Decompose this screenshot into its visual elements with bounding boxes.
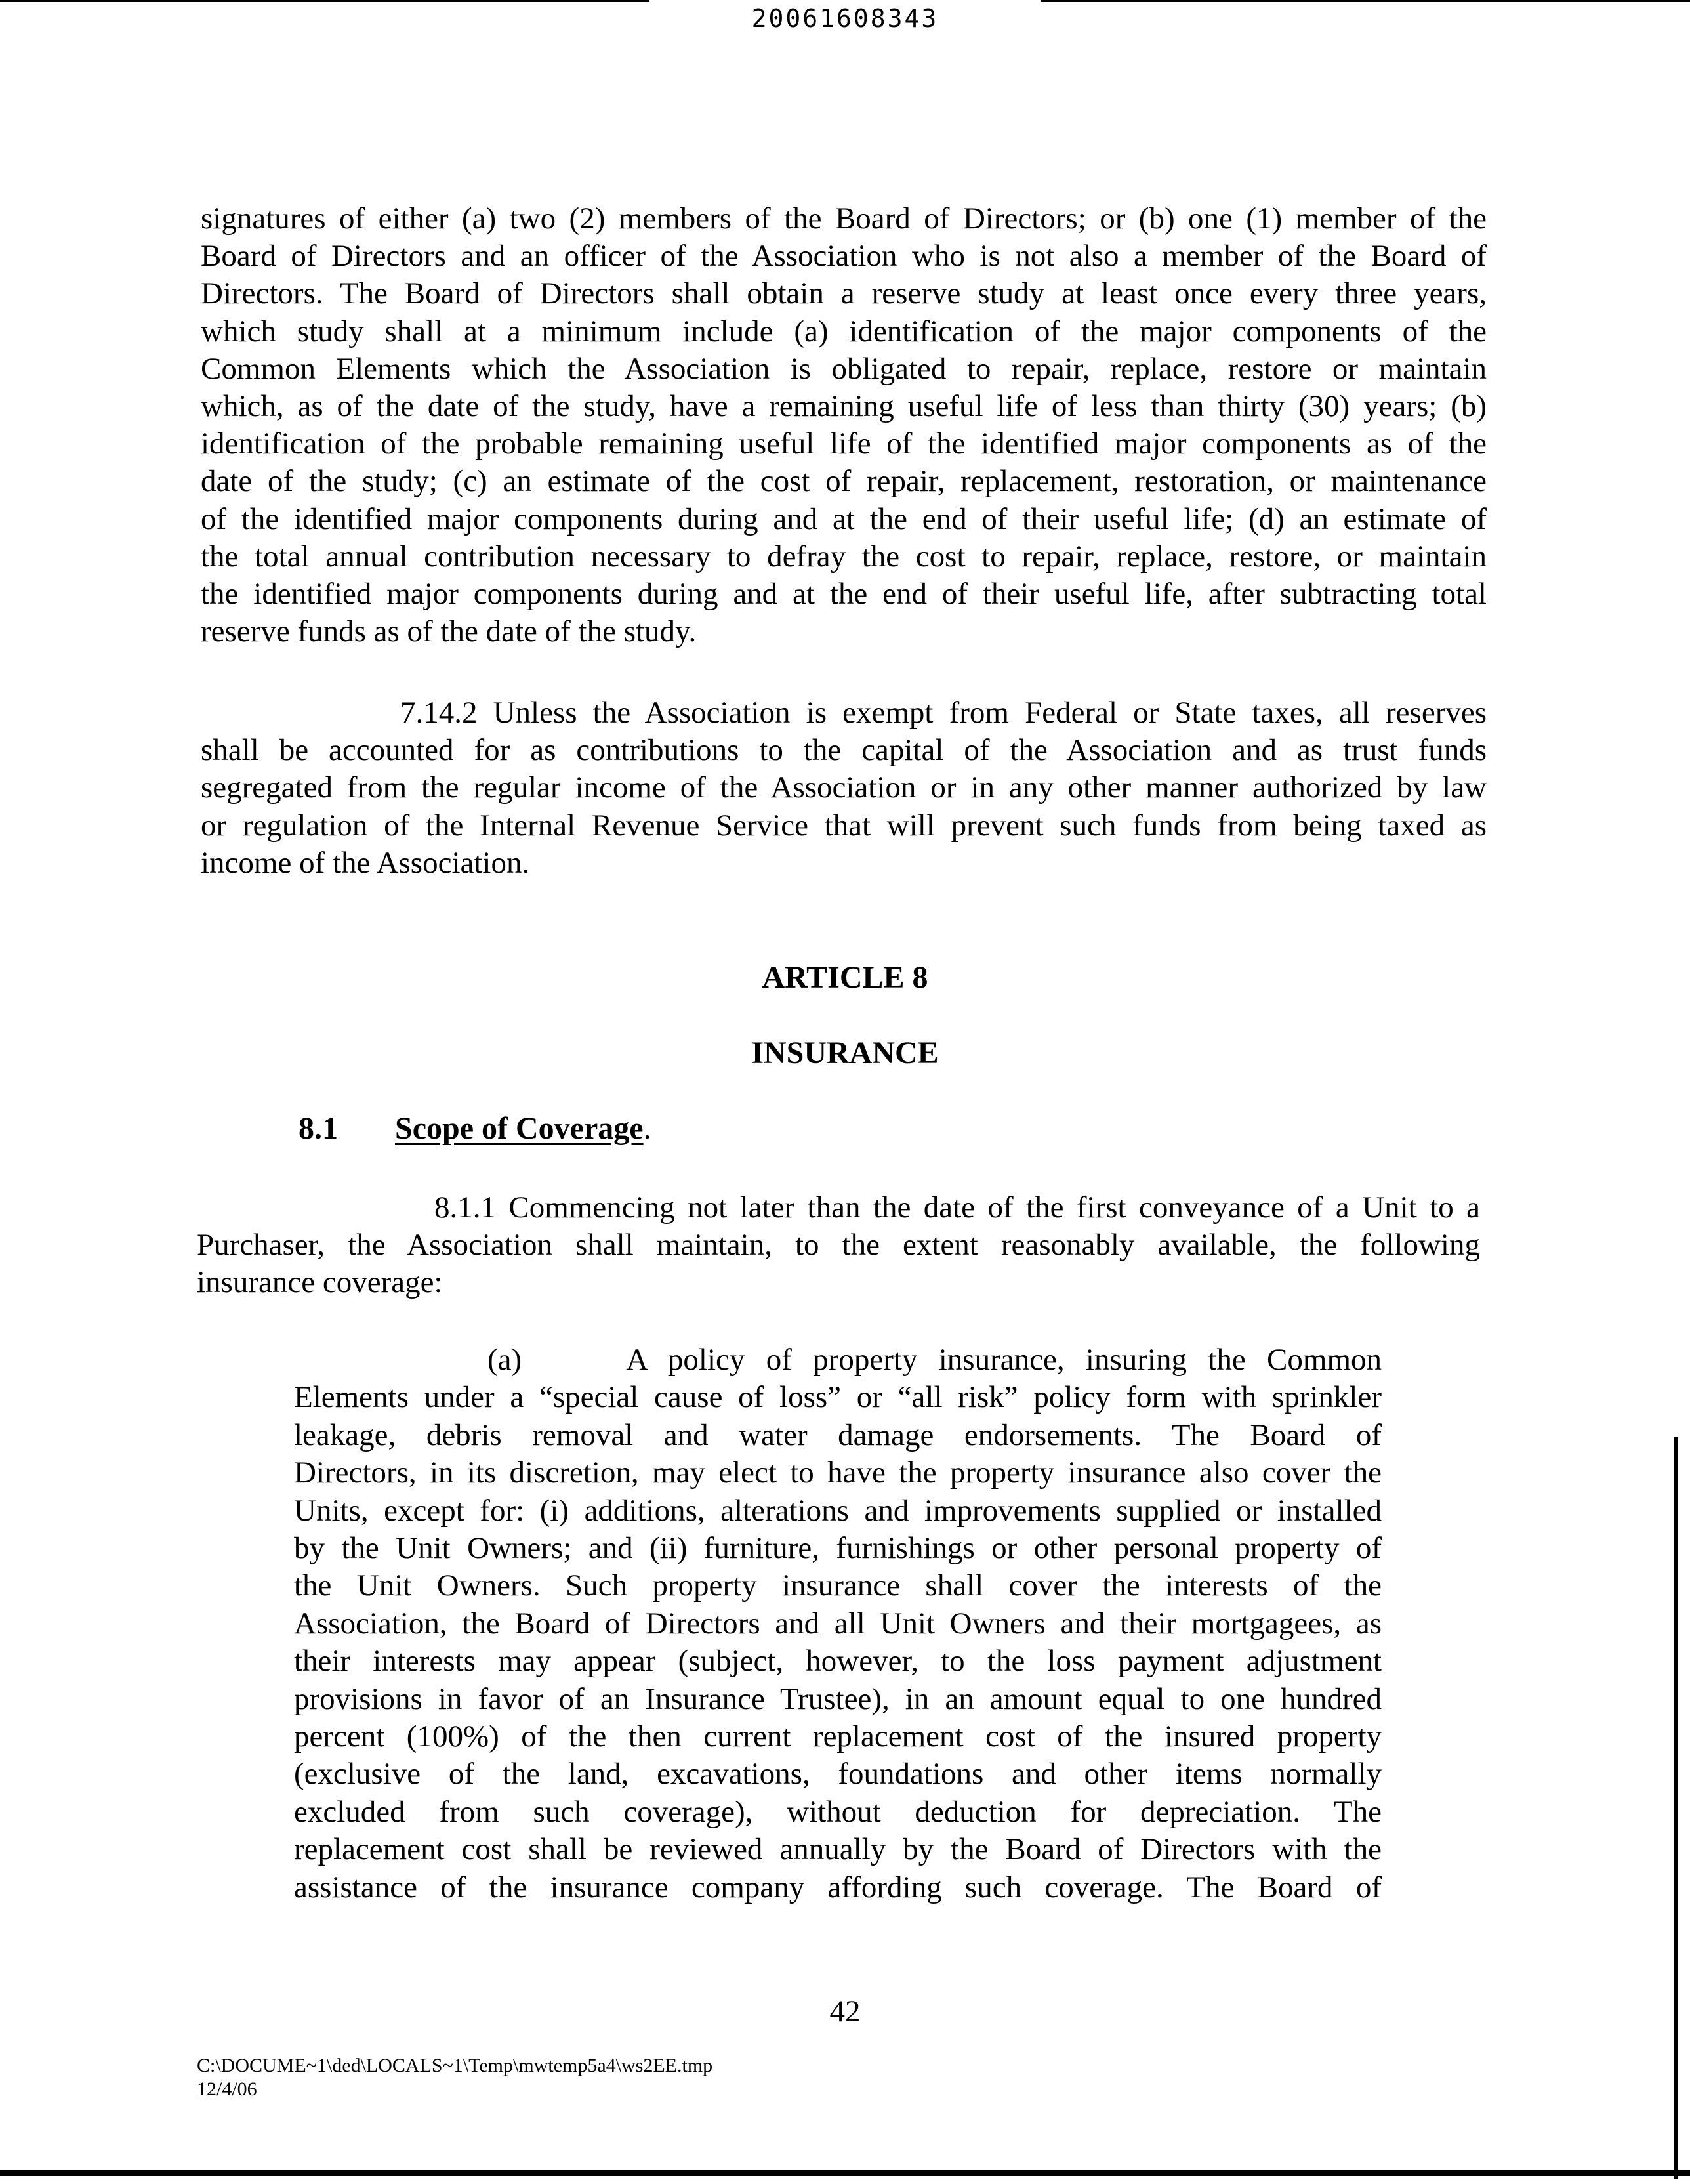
section-number: 8.1 <box>299 1111 338 1146</box>
text-line: replacement cost shall be reviewed annually by the Board of Directors with the <box>294 1832 1382 1867</box>
text-line: provisions in favor of an Insurance Trustee), in an amount equal to one hundred <box>294 1681 1382 1716</box>
text-line: date of the study; (c) an estimate of the cost of repair, replacement, restoration, or maintenance <box>201 464 1487 499</box>
text-line: percent (100%) of the then current replacement cost of the insured property <box>294 1719 1382 1754</box>
text-line: or regulation of the Internal Revenue Service that will prevent such funds from being taxed as <box>201 808 1487 843</box>
text-line: by the Unit Owners; and (ii) furniture, furnishings or other personal property of <box>294 1531 1382 1566</box>
text-line: which, as of the date of the study, have a remaining useful life of less than thirty (30) years; (b) <box>201 389 1487 424</box>
text-line: reserve funds as of the date of the study. <box>201 614 697 649</box>
text-line: Common Elements which the Association is obligated to repair, replace, restore or maintain <box>201 351 1487 386</box>
scan-frame-right <box>1674 1437 1678 2179</box>
text-line: Purchaser, the Association shall maintain, to the extent reasonably available, the following <box>197 1228 1480 1263</box>
paragraph-reserve-study <box>201 200 1487 650</box>
scan-frame-top-right <box>1041 0 1690 2</box>
paragraph-8-1-1 <box>197 1189 1480 1302</box>
text-line: Elements under a “special cause of loss” or “all risk” policy form with sprinkler <box>294 1380 1382 1415</box>
article-title-heading: INSURANCE <box>751 1036 939 1070</box>
text-line: which study shall at a minimum include (a) identification of the major components of the <box>201 314 1487 348</box>
text-line: leakage, debris removal and water damage endorsements. The Board of <box>294 1418 1382 1452</box>
document-number: 20061608343 <box>751 4 939 33</box>
text-line: 8.1.1 Commencing not later than the date of the first conveyance of a Unit to a <box>434 1190 1480 1225</box>
article-number-heading: ARTICLE 8 <box>762 960 928 995</box>
text-line: the total annual contribution necessary to defray the cost to repair, replace, restore, or maintain <box>201 539 1487 574</box>
text-line: assistance of the insurance company affording such coverage. The Board of <box>294 1870 1382 1904</box>
section-title <box>395 1110 651 1146</box>
text-line: Board of Directors and an officer of the Association who is not also a member of the Board of <box>201 239 1487 274</box>
text-line: 7.14.2 Unless the Association is exempt from Federal or State taxes, all reserves <box>400 696 1487 730</box>
text-line: shall be accounted for as contributions to the capital of the Association and as trust funds <box>201 733 1487 768</box>
text-line: Association, the Board of Directors and all Unit Owners and their mortgagees, as <box>294 1606 1382 1641</box>
paragraph-8-1-1-a <box>294 1341 1382 1906</box>
scan-frame-bottom <box>0 2170 1690 2176</box>
text-line: segregated from the regular income of the Association or in any other manner authorized by law <box>201 770 1487 805</box>
text-line: (exclusive of the land, excavations, foundations and other items normally <box>294 1757 1382 1792</box>
text-line: the Unit Owners. Such property insurance shall cover the interests of the <box>294 1568 1382 1603</box>
text-line: insurance coverage: <box>197 1265 443 1300</box>
section-title-period: . <box>643 1111 651 1146</box>
section-title-text: Scope of Coverage <box>395 1111 644 1146</box>
text-line: the identified major components during and at the end of their useful life, after subtracting total <box>201 577 1487 612</box>
text-line: of the identified major components during and at the end of their useful life; (d) an estimate of <box>201 501 1487 536</box>
text-line: (a) A policy of property insurance, insuring the Common <box>487 1343 1382 1377</box>
text-line: signatures of either (a) two (2) members of the Board of Directors; or (b) one (1) member of the <box>201 201 1487 236</box>
text-line: excluded from such coverage), without deduction for depreciation. The <box>294 1794 1382 1829</box>
text-line: Units, except for: (i) additions, alterations and improvements supplied or installed <box>294 1493 1382 1528</box>
scan-frame-top-left <box>0 0 649 2</box>
footer-file-path: C:\DOCUME~1\ded\LOCALS~1\Temp\mwtemp5a4\ws2EE.tmp <box>197 2055 713 2076</box>
text-line: income of the Association. <box>201 845 530 880</box>
text-line: Directors, in its discretion, may elect to have the property insurance also cover the <box>294 1456 1382 1490</box>
page-number: 42 <box>829 1994 861 2028</box>
text-line: Directors. The Board of Directors shall obtain a reserve study at least once every three years, <box>201 276 1487 311</box>
text-line: their interests may appear (subject, however, to the loss payment adjustment <box>294 1644 1382 1679</box>
footer-date: 12/4/06 <box>197 2078 257 2100</box>
document-footer <box>197 2054 712 2101</box>
paragraph-7-14-2 <box>201 694 1487 882</box>
text-line: identification of the probable remaining useful life of the identified major components as of the <box>201 427 1487 461</box>
